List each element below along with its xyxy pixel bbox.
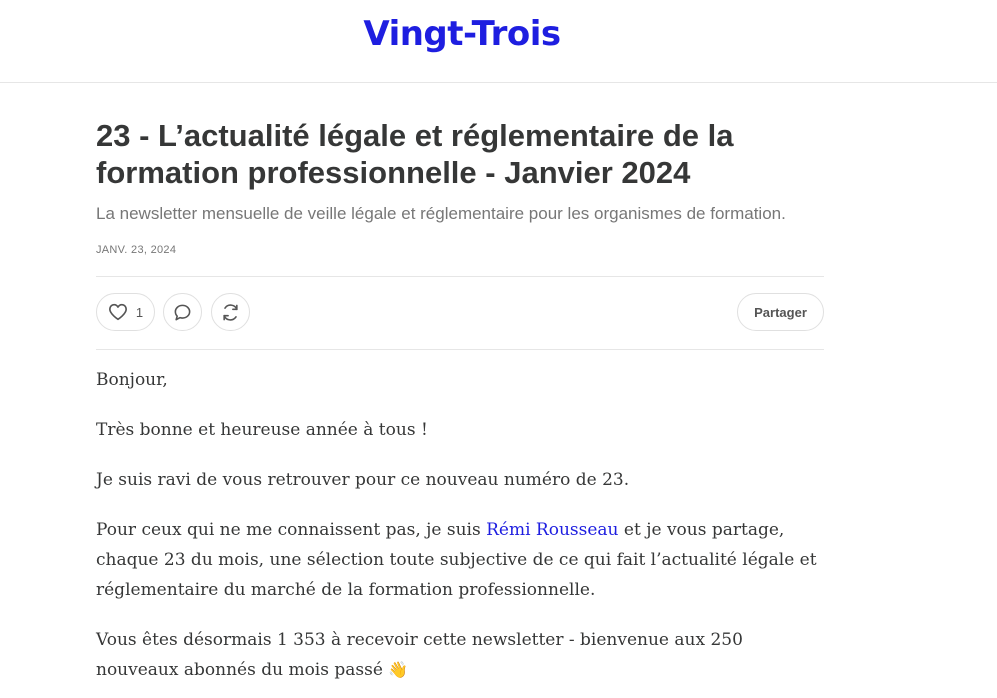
post-actions-bar: [96, 293, 824, 333]
like-count: 1: [135, 304, 144, 320]
restack-button[interactable]: [211, 293, 250, 331]
paragraph-intro: Je suis ravi de vous retrouver pour ce nouveau numéro de 23.: [96, 470, 630, 490]
publication-logo-link[interactable]: Vingt-Trois: [363, 14, 561, 54]
like-button[interactable]: [96, 293, 155, 331]
paragraph-subscribers-text: Vous êtes désormais 1 353 à recevoir cette newsletter - bienvenue aux 250 nouveaux abonnés du mois passé: [96, 630, 743, 680]
heart-icon: [108, 303, 128, 321]
divider-top: [96, 276, 824, 277]
post-title: 23 - L’actualité légale et réglementaire de la formation professionnelle - Janvier 2024: [96, 118, 734, 190]
comment-icon: [173, 303, 192, 322]
divider-bottom: [96, 349, 824, 350]
paragraph-wishes: Très bonne et heureuse année à tous !: [96, 420, 428, 440]
top-navigation-bar: [0, 0, 997, 83]
post-subtitle: La newsletter mensuelle de veille légale et réglementaire pour les organismes de formation.: [96, 204, 786, 223]
paragraph-author-text-after: et je vous partage, chaque 23 du mois, une sélection toute subjective de ce qui fait l’actualité légale et réglementaire du marché de la formation professionnelle.: [96, 520, 817, 600]
waving-hand-icon: 👋: [388, 660, 409, 679]
paragraph-greeting: Bonjour,: [96, 370, 168, 390]
paragraph-subscribers: [96, 625, 824, 685]
share-button[interactable]: Partager: [737, 293, 824, 331]
comment-button[interactable]: [163, 293, 202, 331]
paragraph-author-text-before: Pour ceux qui ne me connaissent pas, je suis: [96, 520, 487, 540]
restack-icon: [221, 303, 240, 322]
post-body: [96, 365, 824, 698]
post-date: JANV. 23, 2024: [96, 244, 177, 256]
author-link[interactable]: Rémi Rousseau: [486, 520, 619, 540]
paragraph-author: [96, 515, 824, 605]
